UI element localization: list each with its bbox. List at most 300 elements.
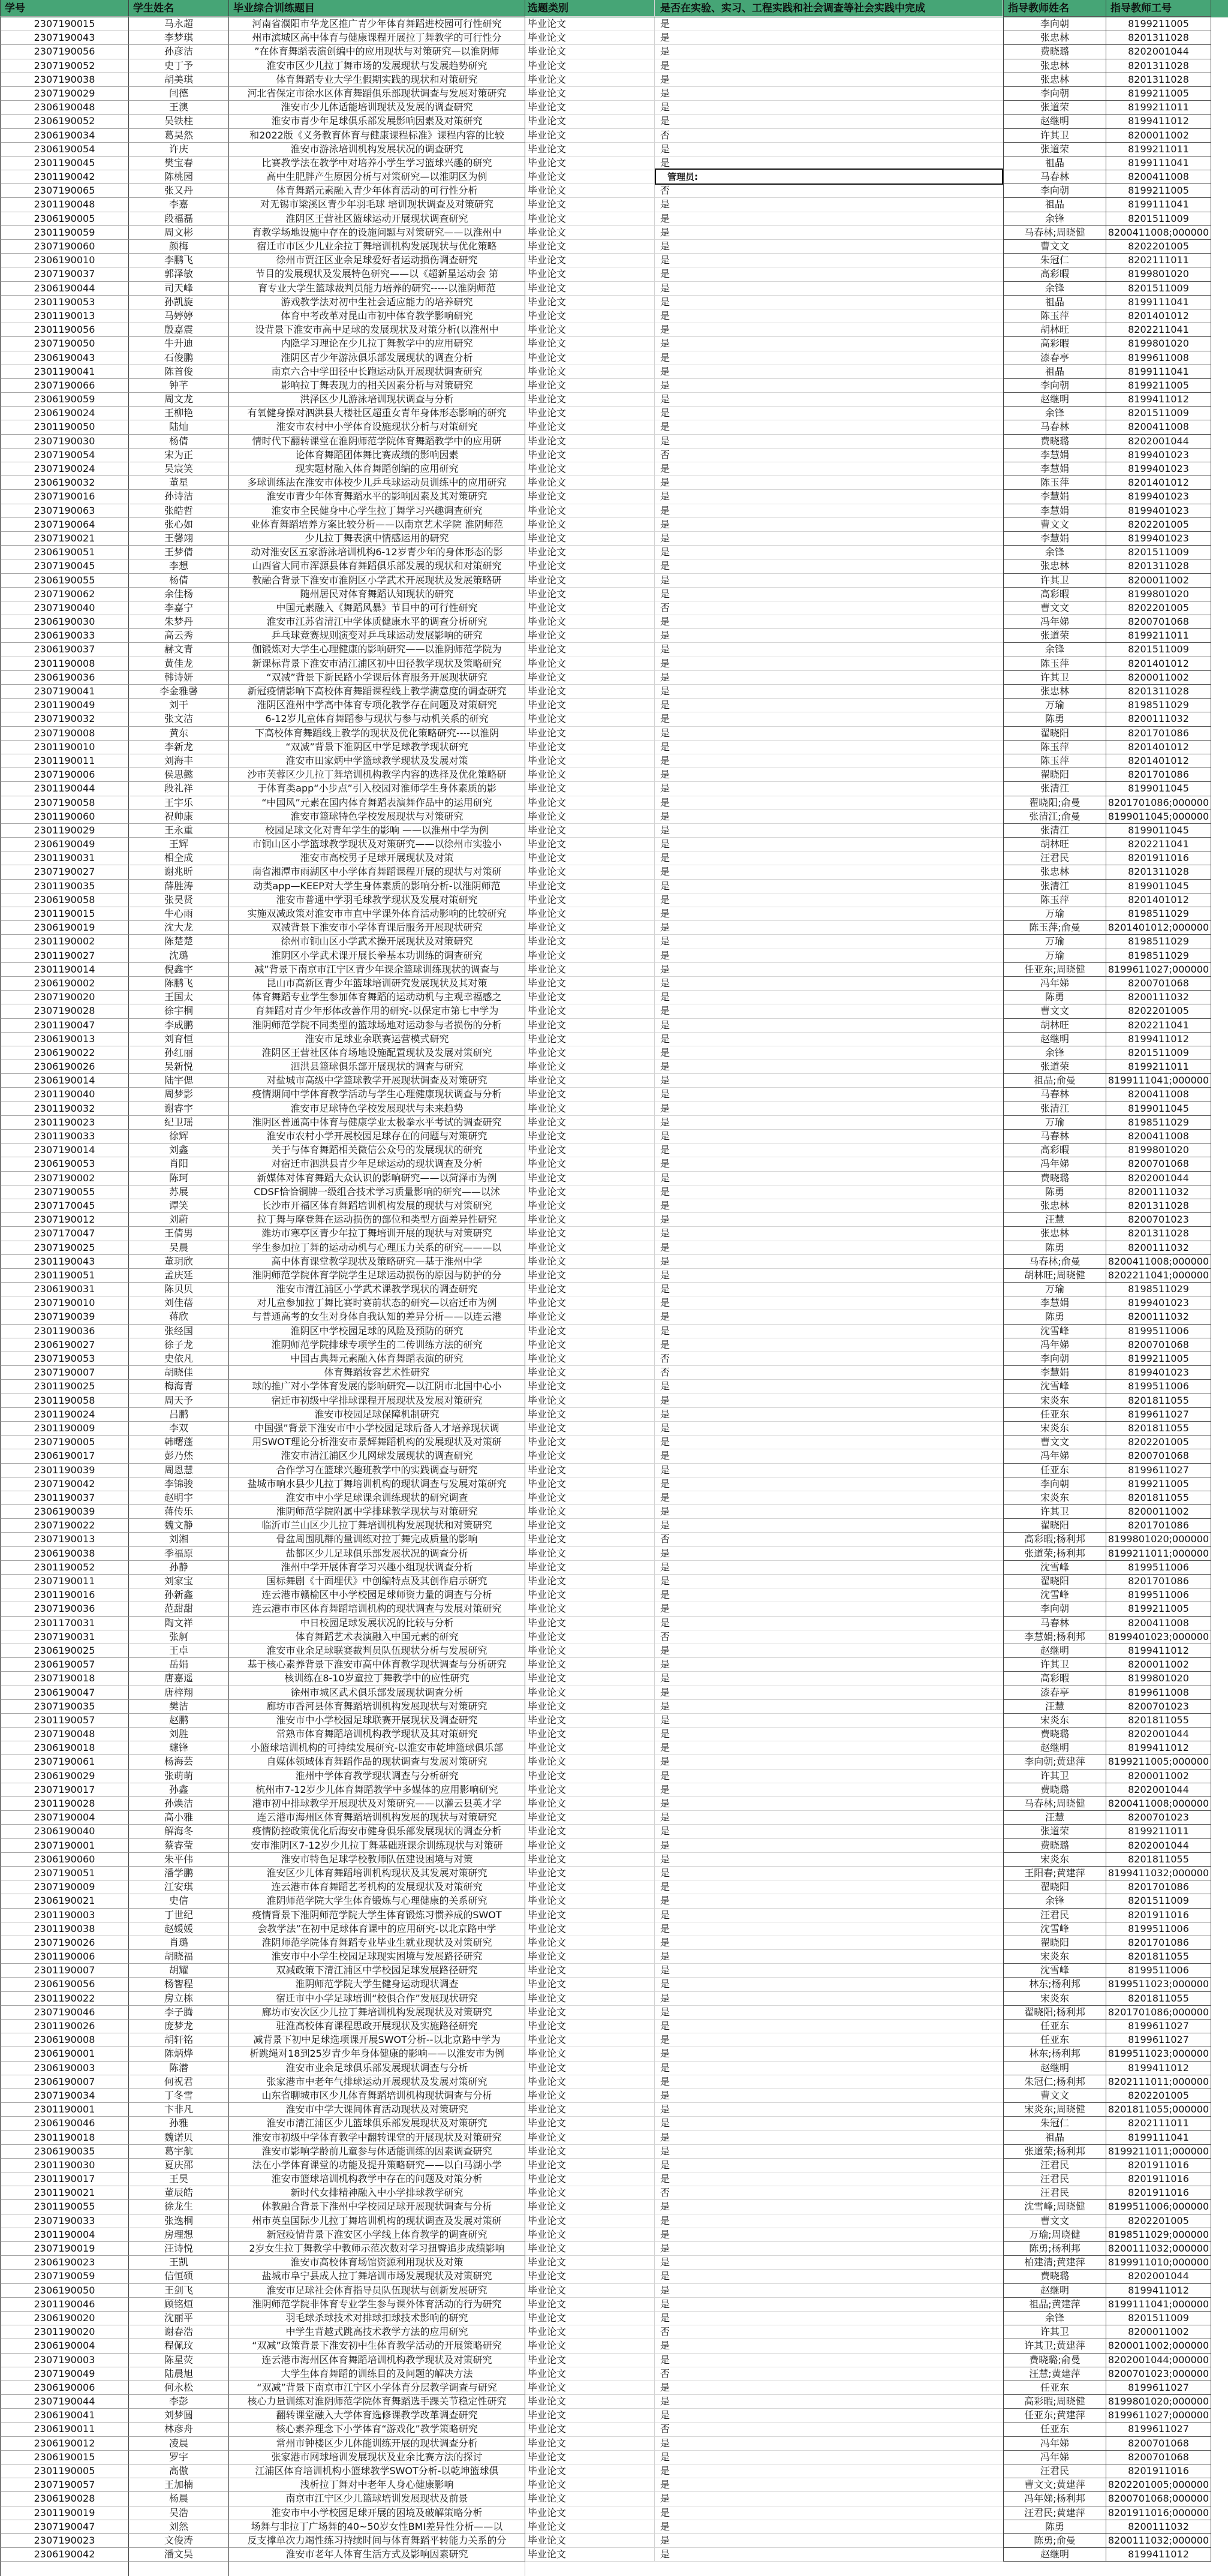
student-name-cell[interactable]: 谢睿宇: [129, 1102, 229, 1116]
advisor-name-cell[interactable]: 余锋: [1003, 546, 1106, 559]
practice-completed-cell[interactable]: 是: [655, 2395, 1003, 2409]
topic-category-cell[interactable]: 毕业论文: [525, 1352, 655, 1366]
student-id-cell[interactable]: 2307190049: [0, 2367, 129, 2381]
topic-category-cell[interactable]: 毕业论文: [525, 435, 655, 449]
topic-category-cell[interactable]: 毕业论文: [525, 1741, 655, 1755]
thesis-title-cell[interactable]: 少儿拉丁舞表演中情感运用的研究: [229, 532, 525, 546]
advisor-id-cell[interactable]: 8199401023: [1106, 1296, 1211, 1310]
topic-category-cell[interactable]: 毕业论文: [525, 2047, 655, 2061]
student-id-cell[interactable]: 2306190052: [0, 115, 129, 128]
advisor-id-cell[interactable]: 8201511009: [1106, 1894, 1211, 1908]
advisor-name-cell[interactable]: 曹文文: [1003, 1436, 1106, 1449]
advisor-id-cell[interactable]: 8199511006: [1106, 1561, 1211, 1575]
student-name-cell[interactable]: 闫德: [129, 87, 229, 101]
student-name-cell[interactable]: 沈丽平: [129, 2312, 229, 2325]
topic-category-cell[interactable]: 毕业论文: [525, 2520, 655, 2534]
advisor-name-cell[interactable]: 许其卫: [1003, 1658, 1106, 1672]
advisor-id-cell[interactable]: 8201511009: [1106, 407, 1211, 420]
topic-category-cell[interactable]: 毕业论文: [525, 2186, 655, 2200]
thesis-title-cell[interactable]: 淮安市足球特色学校发展现状与未来趋势: [229, 1102, 525, 1116]
advisor-name-cell[interactable]: 费晓璐: [1003, 1172, 1106, 1185]
practice-completed-cell[interactable]: 是: [655, 1811, 1003, 1825]
student-id-cell[interactable]: 2306190012: [0, 2437, 129, 2451]
thesis-title-cell[interactable]: 淮阴区小学武术课开展长拳基本功训练的调查研究: [229, 949, 525, 963]
practice-completed-cell[interactable]: 是: [655, 2075, 1003, 2089]
thesis-title-cell[interactable]: 场舞与非拉丁广场舞的40~50岁女性BMI差异性分析——以: [229, 2520, 525, 2534]
practice-completed-cell[interactable]: 是: [655, 1116, 1003, 1130]
student-name-cell[interactable]: 余佳杨: [129, 588, 229, 601]
practice-completed-cell[interactable]: 是: [655, 1519, 1003, 1533]
student-id-cell[interactable]: 2301190011: [0, 754, 129, 768]
student-name-cell[interactable]: 丁冬雪: [129, 2089, 229, 2103]
thesis-title-cell[interactable]: 新时代女排精神融入中小学排球教学研究: [229, 2186, 525, 2200]
topic-category-cell[interactable]: 毕业论文: [525, 2534, 655, 2548]
thesis-title-cell[interactable]: 山西省大同市浑源县体育舞蹈俱乐部发展的现状和对策研究: [229, 559, 525, 573]
topic-category-cell[interactable]: 毕业论文: [525, 615, 655, 629]
topic-category-cell[interactable]: 毕业论文: [525, 532, 655, 546]
student-id-cell[interactable]: 2301190057: [0, 1714, 129, 1728]
topic-category-cell[interactable]: 毕业论文: [525, 559, 655, 573]
advisor-id-cell[interactable]: 8199411012: [1106, 1741, 1211, 1755]
student-name-cell[interactable]: 肖璐: [129, 1936, 229, 1950]
student-id-cell[interactable]: 2306190048: [0, 101, 129, 115]
topic-category-cell[interactable]: 毕业论文: [525, 1325, 655, 1338]
student-name-cell[interactable]: 季福原: [129, 1547, 229, 1561]
practice-completed-cell[interactable]: 是: [655, 921, 1003, 935]
advisor-id-cell[interactable]: 8202111011: [1106, 2117, 1211, 2130]
topic-category-cell[interactable]: 毕业论文: [525, 1880, 655, 1894]
thesis-title-cell[interactable]: 合作学习在篮球兴趣班教学中的实践调查与研究: [229, 1464, 525, 1477]
student-id-cell[interactable]: 2307190004: [0, 1811, 129, 1825]
thesis-title-cell[interactable]: 泗洪县篮球俱乐部开展现状的调查与研究: [229, 1060, 525, 1074]
advisor-id-cell[interactable]: 8200011002;000000: [1106, 2339, 1211, 2353]
topic-category-cell[interactable]: 毕业论文: [525, 1588, 655, 1602]
advisor-name-cell[interactable]: 曹文文: [1003, 240, 1106, 254]
practice-completed-cell[interactable]: 是: [655, 365, 1003, 379]
student-id-cell[interactable]: 2306190011: [0, 2422, 129, 2436]
practice-completed-cell[interactable]: 否: [655, 2422, 1003, 2436]
student-name-cell[interactable]: 吴晨: [129, 1241, 229, 1255]
thesis-title-cell[interactable]: 学生参加拉丁舞的运动动机与心理压力关系的研究———以: [229, 1241, 525, 1255]
practice-completed-cell[interactable]: 是: [655, 1408, 1003, 1422]
student-name-cell[interactable]: 王国太: [129, 991, 229, 1004]
student-name-cell[interactable]: 李梦琪: [129, 31, 229, 45]
advisor-id-cell[interactable]: 8201511009: [1106, 546, 1211, 559]
advisor-name-cell[interactable]: 李向朝: [1003, 379, 1106, 393]
advisor-id-cell[interactable]: 8202211041;000000: [1106, 1269, 1211, 1283]
student-id-cell[interactable]: 2306190013: [0, 1033, 129, 1046]
practice-completed-cell[interactable]: 是: [655, 1033, 1003, 1046]
student-name-cell[interactable]: 吴铁柱: [129, 115, 229, 128]
thesis-title-cell[interactable]: 疫情背景下淮阴师范学院大学生体育锻炼习惯养成的SWOT: [229, 1909, 525, 1922]
practice-completed-cell[interactable]: 是: [655, 212, 1003, 226]
student-id-cell[interactable]: 2301190004: [0, 2228, 129, 2242]
student-name-cell[interactable]: 李嘉: [129, 198, 229, 212]
advisor-name-cell[interactable]: 李慧娟: [1003, 504, 1106, 518]
practice-completed-cell[interactable]: 是: [655, 1853, 1003, 1867]
advisor-id-cell[interactable]: 8199911010;000000: [1106, 2256, 1211, 2270]
thesis-title-cell[interactable]: 业体育舞蹈培养方案比较分析——以南京艺术学院 淮阴师范: [229, 518, 525, 532]
thesis-title-cell[interactable]: 淮安市足球社会体育指导员队伍现状与创新发展研究: [229, 2284, 525, 2298]
practice-completed-cell[interactable]: 是: [655, 1880, 1003, 1894]
student-name-cell[interactable]: 谢春浩: [129, 2325, 229, 2339]
advisor-name-cell[interactable]: 胡林旺;周晓健: [1003, 1269, 1106, 1283]
topic-category-cell[interactable]: 毕业论文: [525, 1547, 655, 1561]
advisor-name-cell[interactable]: 沈雪峰;周晓健: [1003, 2200, 1106, 2214]
advisor-id-cell[interactable]: 8199411012: [1106, 1644, 1211, 1658]
student-id-cell[interactable]: 2307190066: [0, 379, 129, 393]
student-name-cell[interactable]: 刘佳蓓: [129, 1296, 229, 1310]
practice-completed-cell[interactable]: 是: [655, 323, 1003, 337]
topic-category-cell[interactable]: 毕业论文: [525, 1714, 655, 1728]
advisor-name-cell[interactable]: 沈雪峰: [1003, 1922, 1106, 1936]
thesis-title-cell[interactable]: “双减”政策背景下淮安初中生体育教学活动的开展策略研究: [229, 2339, 525, 2353]
student-name-cell[interactable]: 杨智程: [129, 1978, 229, 1991]
topic-category-cell[interactable]: 毕业论文: [525, 838, 655, 851]
header-student-id[interactable]: 学号: [0, 0, 129, 17]
advisor-name-cell[interactable]: 许其卫: [1003, 1505, 1106, 1519]
student-id-cell[interactable]: 2301190045: [0, 157, 129, 170]
advisor-name-cell[interactable]: 任亚东: [1003, 2381, 1106, 2395]
practice-completed-cell[interactable]: 是: [655, 1046, 1003, 1060]
practice-completed-cell[interactable]: 是: [655, 1436, 1003, 1449]
advisor-id-cell[interactable]: 8201811055: [1106, 1422, 1211, 1436]
student-id-cell[interactable]: 2301190059: [0, 226, 129, 240]
thesis-title-cell[interactable]: 淮州中学体育教学现状调查与分析研究: [229, 1770, 525, 1783]
topic-category-cell[interactable]: 毕业论文: [525, 1004, 655, 1018]
thesis-title-cell[interactable]: 山东省聊城市区少儿体育舞蹈培训机构现状调查与分析: [229, 2089, 525, 2103]
advisor-name-cell[interactable]: 翟晓阳: [1003, 727, 1106, 741]
thesis-title-cell[interactable]: 南京六合中学田径中长跑运动队开展现状调查研究: [229, 365, 525, 379]
advisor-id-cell[interactable]: 8199111041;000000: [1106, 1074, 1211, 1088]
advisor-id-cell[interactable]: 8199011045: [1106, 824, 1211, 838]
thesis-title-cell[interactable]: 中国古典舞元素融入体育舞蹈表演的研究: [229, 1352, 525, 1366]
thesis-title-cell[interactable]: 基于核心素养背景下淮安市高中体育教学现状调查与分析研究: [229, 1658, 525, 1672]
student-name-cell[interactable]: 陈楚楚: [129, 935, 229, 949]
student-id-cell[interactable]: 2306190046: [0, 2117, 129, 2130]
topic-category-cell[interactable]: 毕业论文: [525, 1630, 655, 1644]
topic-category-cell[interactable]: 毕业论文: [525, 267, 655, 281]
advisor-id-cell[interactable]: 8199111041: [1106, 365, 1211, 379]
practice-completed-cell[interactable]: 是: [655, 949, 1003, 963]
advisor-name-cell[interactable]: 曹文文;黄建萍: [1003, 2478, 1106, 2492]
topic-category-cell[interactable]: 毕业论文: [525, 1964, 655, 1978]
student-id-cell[interactable]: 2306190060: [0, 1853, 129, 1867]
topic-category-cell[interactable]: 毕业论文: [525, 2395, 655, 2409]
topic-category-cell[interactable]: 毕业论文: [525, 1408, 655, 1422]
student-name-cell[interactable]: 徐辉: [129, 1130, 229, 1143]
thesis-title-cell[interactable]: 体育舞蹈专业大学生假期实践的现状和对策研究: [229, 73, 525, 87]
student-name-cell[interactable]: 纪卫瑶: [129, 1116, 229, 1130]
thesis-title-cell[interactable]: 核心素养理念下小学体育“游戏化”教学策略研究: [229, 2422, 525, 2436]
advisor-id-cell[interactable]: 8201511009: [1106, 643, 1211, 657]
practice-completed-cell[interactable]: 是: [655, 1783, 1003, 1797]
advisor-id-cell[interactable]: 8201811055: [1106, 1950, 1211, 1964]
topic-category-cell[interactable]: 毕业论文: [525, 1617, 655, 1630]
student-id-cell[interactable]: 2301170031: [0, 1617, 129, 1630]
advisor-id-cell[interactable]: 8199611027: [1106, 2033, 1211, 2047]
practice-completed-cell[interactable]: 是: [655, 2298, 1003, 2312]
student-id-cell[interactable]: 2307190026: [0, 1936, 129, 1950]
advisor-name-cell[interactable]: 许其卫: [1003, 2325, 1106, 2339]
student-name-cell[interactable]: 潘文昊: [129, 2548, 229, 2562]
advisor-id-cell[interactable]: 8202201005: [1106, 601, 1211, 615]
student-id-cell[interactable]: 2301190009: [0, 1422, 129, 1436]
advisor-id-cell[interactable]: 8200701068: [1106, 977, 1211, 991]
student-id-cell[interactable]: 2301190022: [0, 1992, 129, 2006]
student-name-cell[interactable]: 李双: [129, 1422, 229, 1436]
advisor-name-cell[interactable]: 陈玉萍: [1003, 754, 1106, 768]
practice-completed-cell[interactable]: 是: [655, 741, 1003, 754]
practice-completed-cell[interactable]: 否: [655, 129, 1003, 143]
advisor-id-cell[interactable]: 8199401023: [1106, 462, 1211, 476]
advisor-id-cell[interactable]: 8202211041: [1106, 838, 1211, 851]
advisor-name-cell[interactable]: 任亚东;黄建萍: [1003, 2409, 1106, 2422]
practice-completed-cell[interactable]: 是: [655, 2172, 1003, 2186]
advisor-id-cell[interactable]: 8199211005: [1106, 379, 1211, 393]
advisor-name-cell[interactable]: 冯年娣: [1003, 2451, 1106, 2464]
student-name-cell[interactable]: 薛胜涛: [129, 880, 229, 893]
student-name-cell[interactable]: 樊洁: [129, 1700, 229, 1714]
advisor-name-cell[interactable]: 费晓璐: [1003, 435, 1106, 449]
thesis-title-cell[interactable]: 淮安市篮球特色学校发展现状与对策研究: [229, 810, 525, 824]
topic-category-cell[interactable]: 毕业论文: [525, 2200, 655, 2214]
student-id-cell[interactable]: 2301190010: [0, 741, 129, 754]
practice-completed-cell[interactable]: 否: [655, 184, 1003, 198]
student-id-cell[interactable]: 2307190030: [0, 435, 129, 449]
advisor-name-cell[interactable]: 祖晶: [1003, 157, 1106, 170]
practice-completed-cell[interactable]: 是: [655, 754, 1003, 768]
student-name-cell[interactable]: 陈潜: [129, 2062, 229, 2075]
thesis-title-cell[interactable]: 体育舞蹈专业学生参加体育舞蹈的运动动机与主观幸福感之: [229, 991, 525, 1004]
student-id-cell[interactable]: 2307190047: [0, 2520, 129, 2534]
advisor-id-cell[interactable]: 8199611027;000000: [1106, 963, 1211, 977]
thesis-title-cell[interactable]: 连云港市市区体育舞蹈培训机构的现状调查与发展对策研究: [229, 1602, 525, 1616]
thesis-title-cell[interactable]: 减背景下初中足球选项课开展SWOT分析--以北京路中学为: [229, 2033, 525, 2047]
student-id-cell[interactable]: 2306190056: [0, 1978, 129, 1991]
student-name-cell[interactable]: 董玥欣: [129, 1255, 229, 1269]
practice-completed-cell[interactable]: 否: [655, 601, 1003, 615]
student-id-cell[interactable]: 2307190054: [0, 449, 129, 462]
advisor-name-cell[interactable]: 胡林旺: [1003, 838, 1106, 851]
advisor-id-cell[interactable]: 8199211011: [1106, 1060, 1211, 1074]
advisor-id-cell[interactable]: 8200701068: [1106, 2451, 1211, 2464]
student-id-cell[interactable]: 2306190006: [0, 2381, 129, 2395]
topic-category-cell[interactable]: 毕业论文: [525, 671, 655, 685]
advisor-id-cell[interactable]: 8199011045;000000: [1106, 810, 1211, 824]
thesis-title-cell[interactable]: 法在小学体育课堂的功能及提升策略研究——以白马湖小学: [229, 2159, 525, 2172]
topic-category-cell[interactable]: 毕业论文: [525, 1338, 655, 1352]
advisor-name-cell[interactable]: 汪慧: [1003, 1811, 1106, 1825]
advisor-id-cell[interactable]: 8201701086: [1106, 1575, 1211, 1588]
thesis-title-cell[interactable]: 高中体育课堂教学现状及策略研究—基于淮州中学: [229, 1255, 525, 1269]
student-name-cell[interactable]: 陈鹏飞: [129, 977, 229, 991]
topic-category-cell[interactable]: 毕业论文: [525, 754, 655, 768]
student-name-cell[interactable]: 许庆: [129, 143, 229, 157]
advisor-name-cell[interactable]: 沈雪峰: [1003, 1588, 1106, 1602]
practice-completed-cell[interactable]: 否: [655, 1352, 1003, 1366]
student-name-cell[interactable]: 陈贝贝: [129, 1283, 229, 1296]
advisor-name-cell[interactable]: 汪慧: [1003, 1213, 1106, 1227]
student-id-cell[interactable]: 2306190053: [0, 1157, 129, 1171]
practice-completed-cell[interactable]: 是: [655, 629, 1003, 643]
topic-category-cell[interactable]: 毕业论文: [525, 518, 655, 532]
thesis-title-cell[interactable]: 羽毛球杀球技术对排球扣球技术影响的研究: [229, 2312, 525, 2325]
advisor-id-cell[interactable]: 8201701086: [1106, 1880, 1211, 1894]
topic-category-cell[interactable]: 毕业论文: [525, 170, 655, 184]
advisor-id-cell[interactable]: 8202001044: [1106, 1783, 1211, 1797]
student-id-cell[interactable]: 2307190058: [0, 796, 129, 810]
advisor-name-cell[interactable]: 赵继明: [1003, 115, 1106, 128]
thesis-title-cell[interactable]: 安市淮阴区7-12岁少儿拉丁舞基础班课余训练现状与对策研: [229, 1839, 525, 1853]
thesis-title-cell[interactable]: 徐州市铜山区小学武术操开展现状及对策研究: [229, 935, 525, 949]
student-name-cell[interactable]: 樊宝春: [129, 157, 229, 170]
thesis-title-cell[interactable]: 设背景下淮安市高中足球的发展现状及对策分析(以淮州中: [229, 323, 525, 337]
student-name-cell[interactable]: 房立栋: [129, 1992, 229, 2006]
student-id-cell[interactable]: 2301190040: [0, 1088, 129, 1102]
student-name-cell[interactable]: 司天峰: [129, 282, 229, 296]
advisor-name-cell[interactable]: 余锋: [1003, 2312, 1106, 2325]
student-name-cell[interactable]: 王昊: [129, 2172, 229, 2186]
advisor-name-cell[interactable]: 漆春亭: [1003, 351, 1106, 365]
topic-category-cell[interactable]: 毕业论文: [525, 2228, 655, 2242]
student-id-cell[interactable]: 2301190008: [0, 657, 129, 671]
student-id-cell[interactable]: 2307190017: [0, 1783, 129, 1797]
student-name-cell[interactable]: 侯思懿: [129, 768, 229, 782]
advisor-id-cell[interactable]: 8199511023;000000: [1106, 1978, 1211, 1991]
advisor-name-cell[interactable]: 王阳春;黄建萍: [1003, 1867, 1106, 1880]
advisor-id-cell[interactable]: 8201311028: [1106, 559, 1211, 573]
advisor-id-cell[interactable]: 8199611027: [1106, 1408, 1211, 1422]
topic-category-cell[interactable]: 毕业论文: [525, 1380, 655, 1394]
student-name-cell[interactable]: 孙红丽: [129, 1046, 229, 1060]
thesis-title-cell[interactable]: 下高校体育舞蹈线上教学的现状及优化策略研究----以淮阴: [229, 727, 525, 741]
student-id-cell[interactable]: 2307190046: [0, 2006, 129, 2020]
student-id-cell[interactable]: 2306190054: [0, 143, 129, 157]
thesis-title-cell[interactable]: 浅析拉丁舞对中老年人身心健康影响: [229, 2478, 525, 2492]
thesis-title-cell[interactable]: 2岁女生拉丁舞教学中教师示范次数对学习扭臀追步成绩影响: [229, 2242, 525, 2256]
advisor-name-cell[interactable]: 赵继明: [1003, 1644, 1106, 1658]
student-id-cell[interactable]: 2306190005: [0, 212, 129, 226]
thesis-title-cell[interactable]: 伽锻炼对大学生心理健康的影响研究——以淮阴师范学院为: [229, 643, 525, 657]
student-id-cell[interactable]: 2301190016: [0, 1588, 129, 1602]
topic-category-cell[interactable]: 毕业论文: [525, 296, 655, 309]
advisor-id-cell[interactable]: 8200701023;000000: [1106, 2367, 1211, 2381]
student-name-cell[interactable]: 苏展: [129, 1185, 229, 1199]
advisor-name-cell[interactable]: 翟晓阳;杨利邦: [1003, 2006, 1106, 2020]
advisor-id-cell[interactable]: 8201911016: [1106, 2159, 1211, 2172]
student-name-cell[interactable]: 李彭: [129, 2395, 229, 2409]
practice-completed-cell[interactable]: 是: [655, 782, 1003, 796]
advisor-name-cell[interactable]: 沈雪峰: [1003, 1380, 1106, 1394]
topic-category-cell[interactable]: 毕业论文: [525, 629, 655, 643]
advisor-id-cell[interactable]: 8200411008: [1106, 1130, 1211, 1143]
advisor-name-cell[interactable]: 余锋: [1003, 282, 1106, 296]
advisor-name-cell[interactable]: 余锋: [1003, 407, 1106, 420]
practice-completed-cell[interactable]: 是: [655, 2520, 1003, 2534]
student-name-cell[interactable]: 魏诺贝: [129, 2131, 229, 2145]
student-name-cell[interactable]: 蒋欣: [129, 1310, 229, 1324]
thesis-title-cell[interactable]: 宿迁市中小学足球培训“校俱合作”发展现状研究: [229, 1992, 525, 2006]
student-id-cell[interactable]: 2306190032: [0, 476, 129, 490]
advisor-name-cell[interactable]: 李慧娟: [1003, 490, 1106, 504]
student-id-cell[interactable]: 2307190052: [0, 59, 129, 73]
student-name-cell[interactable]: 胡晓福: [129, 1950, 229, 1964]
advisor-name-cell[interactable]: 张忠林: [1003, 31, 1106, 45]
student-name-cell[interactable]: 孟庆延: [129, 1269, 229, 1283]
practice-completed-cell[interactable]: 是: [655, 546, 1003, 559]
advisor-name-cell[interactable]: 张道荣: [1003, 629, 1106, 643]
student-name-cell[interactable]: 李子腾: [129, 2006, 229, 2020]
thesis-title-cell[interactable]: 淮阴区青少年游泳俱乐部发展现状的调查分析: [229, 351, 525, 365]
header-advisor-id[interactable]: 指导教师工号: [1106, 0, 1211, 17]
thesis-title-cell[interactable]: 6-12岁儿童体育舞蹈参与现状与参与动机关系的研究: [229, 712, 525, 726]
advisor-name-cell[interactable]: 陈玉萍: [1003, 309, 1106, 323]
practice-completed-cell[interactable]: 是: [655, 1477, 1003, 1491]
topic-category-cell[interactable]: 毕业论文: [525, 1894, 655, 1908]
topic-category-cell[interactable]: 毕业论文: [525, 2020, 655, 2033]
advisor-name-cell[interactable]: 宋炎东;周晓健: [1003, 2103, 1106, 2117]
topic-category-cell[interactable]: 毕业论文: [525, 796, 655, 810]
student-id-cell[interactable]: 2301190029: [0, 824, 129, 838]
student-id-cell[interactable]: 2306190008: [0, 2033, 129, 2047]
student-name-cell[interactable]: 张经国: [129, 1325, 229, 1338]
student-name-cell[interactable]: 刘海丰: [129, 754, 229, 768]
advisor-name-cell[interactable]: 朱冠仁: [1003, 2117, 1106, 2130]
thesis-title-cell[interactable]: 多球训练法在淮安市体校少儿乒乓球运动员训练中的应用研究: [229, 476, 525, 490]
student-id-cell[interactable]: 2307190038: [0, 73, 129, 87]
advisor-id-cell[interactable]: 8200011002: [1106, 129, 1211, 143]
advisor-id-cell[interactable]: 8201701086;000000: [1106, 796, 1211, 810]
practice-completed-cell[interactable]: 是: [655, 1102, 1003, 1116]
student-name-cell[interactable]: 杨晨: [129, 2492, 229, 2506]
advisor-name-cell[interactable]: 万瑜: [1003, 1116, 1106, 1130]
practice-completed-cell[interactable]: 是: [655, 657, 1003, 671]
advisor-id-cell[interactable]: 8199411012: [1106, 1033, 1211, 1046]
practice-completed-cell[interactable]: 是: [655, 768, 1003, 782]
advisor-id-cell[interactable]: 8200701068: [1106, 1449, 1211, 1463]
thesis-title-cell[interactable]: 体育舞蹈艺术表演融入中国元素的研究: [229, 1630, 525, 1644]
practice-completed-cell[interactable]: 是: [655, 1825, 1003, 1838]
student-id-cell[interactable]: 2301190058: [0, 1394, 129, 1408]
advisor-name-cell[interactable]: 赵继明: [1003, 1033, 1106, 1046]
practice-completed-cell[interactable]: 是: [655, 2033, 1003, 2047]
thesis-title-cell[interactable]: 中日校园足球发展状况的比较与分析: [229, 1617, 525, 1630]
practice-completed-cell[interactable]: 是: [655, 2242, 1003, 2256]
student-name-cell[interactable]: 周恩慧: [129, 1464, 229, 1477]
advisor-name-cell[interactable]: 翟晓阳: [1003, 1936, 1106, 1950]
student-name-cell[interactable]: 史信: [129, 1894, 229, 1908]
practice-completed-cell[interactable]: 是: [655, 1575, 1003, 1588]
practice-completed-cell[interactable]: 是: [655, 2284, 1003, 2298]
advisor-id-cell[interactable]: 8200411008: [1106, 420, 1211, 434]
administrator-overlay-box[interactable]: [655, 168, 1003, 185]
student-id-cell[interactable]: 2307190010: [0, 1296, 129, 1310]
practice-completed-cell[interactable]: 是: [655, 1867, 1003, 1880]
topic-category-cell[interactable]: 毕业论文: [525, 504, 655, 518]
advisor-name-cell[interactable]: 赵继明: [1003, 2548, 1106, 2562]
practice-completed-cell[interactable]: 是: [655, 893, 1003, 907]
thesis-title-cell[interactable]: 淮安市业余足球联赛裁判员队伍现状分析与发展研究: [229, 1644, 525, 1658]
thesis-title-cell[interactable]: 动对淮安区五家游泳培训机构6-12岁青少年的身体形态的影: [229, 546, 525, 559]
advisor-name-cell[interactable]: 宋炎东: [1003, 1950, 1106, 1964]
advisor-id-cell[interactable]: 8199011045: [1106, 880, 1211, 893]
student-name-cell[interactable]: 沈璐: [129, 949, 229, 963]
topic-category-cell[interactable]: 毕业论文: [525, 880, 655, 893]
thesis-title-cell[interactable]: 港市初中排球教学开展现状及对策研究——以灌云县英才学: [229, 1797, 525, 1811]
practice-completed-cell[interactable]: 是: [655, 1338, 1003, 1352]
practice-completed-cell[interactable]: 是: [655, 1617, 1003, 1630]
